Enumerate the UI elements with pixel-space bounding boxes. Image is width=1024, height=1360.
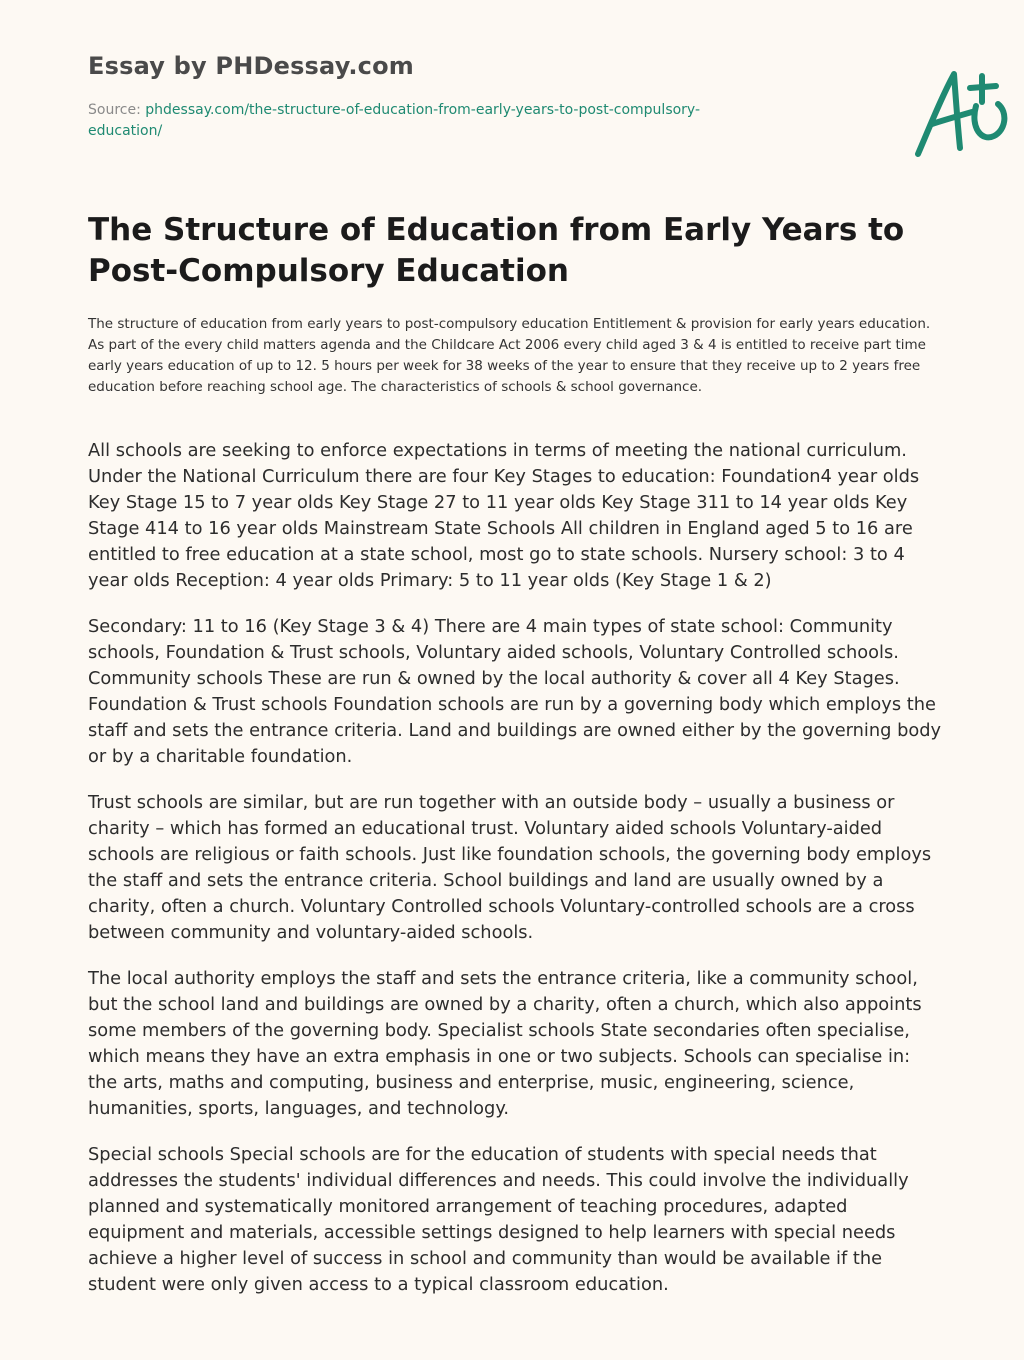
source-link[interactable]: phdessay.com/the-structure-of-education-from-early-years-to-post-compulsory-education/ [88, 102, 701, 139]
essay-paragraph: Special schools Special schools are for the education of students with special needs that addresses the students' individual differences and needs. This could involve the individually planned and systematically monitored arrangement of teaching procedures, adapted equipment and materials, accessible settings designed to help learners with special needs achieve a higher level of success in school and community than would be available if the student were only given access to a typical classroom education. [88, 1144, 909, 1295]
site-brand: Essay by PHDessay.com [88, 52, 414, 80]
essay-body [88, 438, 944, 1318]
essay-paragraph: Trust schools are similar, but are run together with an outside body – usually a business or charity – which has formed an educational trust. Voluntary aided schools Voluntary-aided schools are religious or faith schools. Just like foundation schools, the governing body employs the staff and sets the entrance criteria. School buildings and land are usually owned by a charity, often a church. Voluntary Controlled schools Voluntary-controlled schools are a cross between community and voluntary-aided schools. [88, 792, 932, 943]
essay-intro: The structure of education from early years to post-compulsory education Entitlement & provision for early years education. As part of the every child matters agenda and the Childcare Act 2006 every child aged 3 & 4 is entitled to receive part time early years education of up to 12. 5 hours per week for 38 weeks of the year to ensure that they receive up to 2 years free education before reaching school age. The characteristics of schools & school governance. [88, 316, 931, 395]
essay-paragraph: All schools are seeking to enforce expectations in terms of meeting the national curriculum. Under the National Curriculum there are four Key Stages to education: Foundation4 year olds Key Stage 15 to 7 year olds Key Stage 27 to 11 year olds Key Stage 311 to 14 year olds Key Stage 414 to 16 year olds Mainstream State Schools All children in England aged 5 to 16 are entitled to free education at a state school, most go to state schools. Nursery school: 3 to 4 year olds Reception: 4 year olds Primary: 5 to 11 year olds (Key Stage 1 & 2) [88, 440, 920, 591]
essay-paragraph: Secondary: 11 to 16 (Key Stage 3 & 4) There are 4 main types of state school: Community schools, Foundation & Trust schools, Voluntary aided schools, Voluntary Controlled schools. Community schools These are run & owned by the local authority & cover all 4 Key Stages. Foundation & Trust schools Foundation schools are run by a governing body which employs the staff and sets the entrance criteria. Land and buildings are owned either by the governing body or by a charitable foundation. [88, 616, 942, 767]
essay-title: The Structure of Education from Early Years to Post-Compulsory Education [88, 212, 905, 289]
a-plus-logo-icon [910, 66, 1016, 162]
essay-paragraph: The local authority employs the staff and sets the entrance criteria, like a community school, but the school land and buildings are owned by a charity, often a church, which also appoints some members of the governing body. Specialist schools State secondaries often specialise, which means they have an extra emphasis in one or two subjects. Schools can specialise in: the arts, maths and computing, business and enterprise, music, engineering, science, humanities, sports, languages, and technology. [88, 968, 922, 1119]
source-label: Source: [88, 102, 146, 118]
source-line [88, 100, 768, 142]
